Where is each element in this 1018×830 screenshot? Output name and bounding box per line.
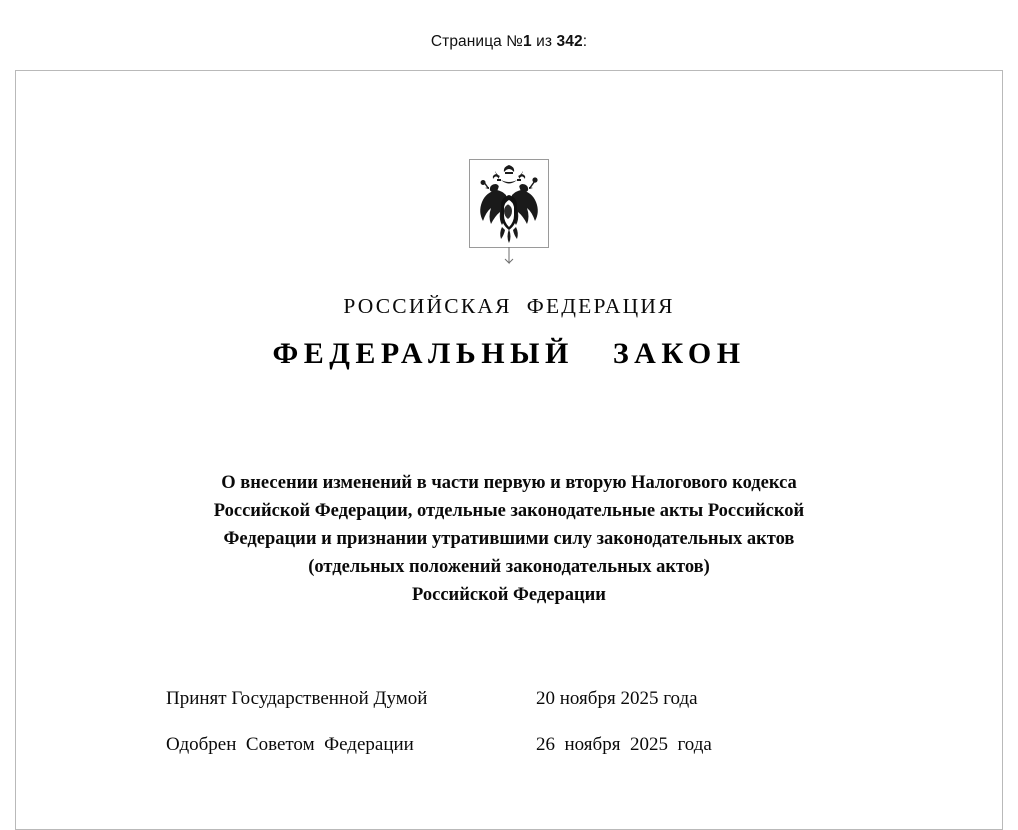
title-line: (отдельных положений законодательных актов) — [308, 557, 710, 578]
document-country-line: РОССИЙСКАЯ ФЕДЕРАЦИЯ — [343, 294, 675, 318]
adoption-label: Принят Государственной Думой — [166, 687, 428, 709]
document-title — [129, 469, 889, 610]
adoption-label: Одобрен Советом Федерации — [166, 733, 414, 755]
document-adoption-block — [164, 688, 854, 756]
page-counter-suffix: : — [582, 33, 588, 50]
adoption-row — [164, 688, 854, 710]
page-counter-middle: из — [531, 33, 557, 50]
document-law-line: ФЕДЕРАЛЬНЫЙ ЗАКОН — [272, 337, 746, 370]
coat-of-arms-of-russia-icon — [469, 159, 549, 271]
title-line: Российской Федерации — [412, 585, 606, 606]
adoption-date: 20 ноября 2025 года — [536, 687, 698, 709]
page-counter-total: 342 — [556, 33, 583, 50]
title-line: О внесении изменений в части первую и вторую Налогового кодекса — [221, 473, 797, 493]
page-counter — [0, 0, 1018, 51]
page-counter-current: 1 — [523, 33, 532, 50]
adoption-row — [164, 734, 854, 756]
page-counter-prefix: Страница № — [430, 33, 524, 50]
adoption-date: 26 ноября 2025 года — [536, 733, 712, 755]
title-line: Российской Федерации, отдельные законодательные акты Российской — [213, 501, 805, 522]
document-page — [15, 70, 1003, 830]
title-line: Федерации и признании утратившими силу законодательных актов — [223, 529, 795, 550]
